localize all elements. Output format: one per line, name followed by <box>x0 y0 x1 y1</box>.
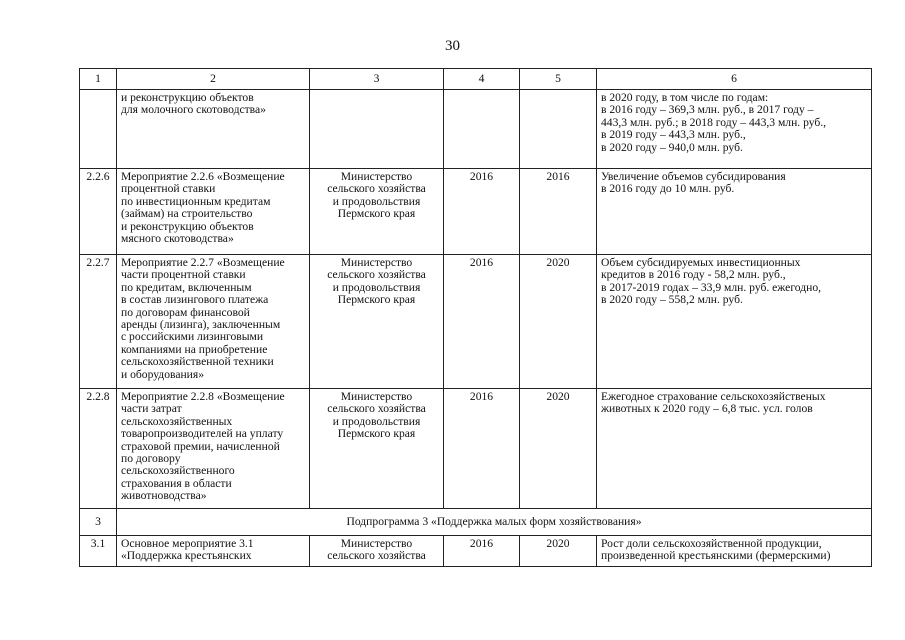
responsible-line: и продовольствия <box>332 280 421 294</box>
measure-name-line: «Поддержка крестьянских <box>121 549 252 563</box>
table-row <box>80 536 872 567</box>
measure-name-line: Мероприятие 2.2.8 «Возмещение <box>121 390 285 403</box>
table-row <box>80 169 872 255</box>
measure-name-line: сельскохозяйственных <box>121 414 233 428</box>
result-line: Объем субсидируемых инвестиционных <box>601 256 801 269</box>
measure-name <box>117 169 310 255</box>
responsible-line: Министерство <box>340 537 413 550</box>
result-line: 443,3 млн. руб.; в 2018 году – 443,3 млн. руб., <box>601 115 827 129</box>
measure-name-line: процентной ставки <box>121 182 216 196</box>
result-line: в 2020 году – 558,2 млн. руб. <box>601 293 743 307</box>
result-line: Увеличение объемов субсидирования <box>601 170 786 183</box>
result-line: произведенной крестьянскими (фермерскими) <box>601 549 831 563</box>
table-row <box>80 255 872 389</box>
responsible-line: сельского хозяйства <box>327 182 426 196</box>
end-year: 2020 <box>520 255 597 389</box>
responsible-line: Министерство <box>340 256 413 269</box>
table-header-row <box>80 69 872 90</box>
measure-name <box>117 255 310 389</box>
measure-name-line: части затрат <box>121 402 182 416</box>
program-measures-table <box>79 68 872 567</box>
measure-name-line: Мероприятие 2.2.7 «Возмещение <box>121 256 285 269</box>
measure-name-line: по договорам финансовой <box>121 305 250 319</box>
row-number: 2.2.6 <box>80 169 117 255</box>
subprogram-row <box>80 509 872 536</box>
responsible-line: сельского хозяйства <box>327 402 426 416</box>
result-line: кредитов в 2016 году - 58,2 млн. руб., <box>601 268 786 282</box>
result-line: в 2016 году – 369,3 млн. руб., в 2017 году – <box>601 103 814 117</box>
start-year: 2016 <box>444 169 520 255</box>
row-number: 2.2.7 <box>80 255 117 389</box>
responsible-executor <box>310 389 444 509</box>
measure-name-line: сельскохозяйственной техники <box>121 355 274 369</box>
result-line: Ежегодное страхование сельскохозяйственых <box>601 390 826 403</box>
expected-result <box>597 536 872 567</box>
measure-name-line: и реконструкцию объектов <box>121 91 254 104</box>
start-year: 2016 <box>444 389 520 509</box>
column-header: 3 <box>310 69 444 90</box>
responsible-line: и продовольствия <box>332 194 421 208</box>
measure-name-line: компаниями на приобретение <box>121 342 268 356</box>
table-row <box>80 90 872 169</box>
measure-name-line: и реконструкцию объектов <box>121 219 254 233</box>
result-line: в 2019 году – 443,3 млн. руб., <box>601 128 746 142</box>
result-line: в 2020 году – 940,0 млн. руб. <box>601 140 743 154</box>
column-header: 2 <box>117 69 310 90</box>
measure-name-line: для молочного скотоводства» <box>121 103 266 117</box>
expected-result <box>597 90 872 169</box>
measure-name-line: страховой премии, начисленной <box>121 439 280 453</box>
measure-name-line: сельскохозяйственного <box>121 464 235 478</box>
responsible-line: Министерство <box>340 170 413 183</box>
measure-name <box>117 389 310 509</box>
responsible-line: Пермского края <box>337 293 416 307</box>
result-line: в 2020 году, в том числе по годам: <box>601 91 769 104</box>
responsible-line: Пермского края <box>337 207 416 221</box>
responsible-line: и продовольствия <box>332 414 421 428</box>
responsible-executor <box>310 90 444 169</box>
measure-name <box>117 90 310 169</box>
end-year: 2020 <box>520 389 597 509</box>
table-row <box>80 389 872 509</box>
result-line: в 2016 году до 10 млн. руб. <box>601 182 735 196</box>
row-number: 3 <box>80 509 117 536</box>
start-year: 2016 <box>444 536 520 567</box>
measure-name-line: страхования в области <box>121 476 232 490</box>
result-line: в 2017-2019 годах – 33,9 млн. руб. ежегодно, <box>601 280 822 294</box>
end-year: 2020 <box>520 536 597 567</box>
start-year: 2016 <box>444 255 520 389</box>
result-line: Рост доли сельскохозяйственной продукции, <box>601 537 822 550</box>
column-header: 6 <box>597 69 872 90</box>
measure-name-line: товаропроизводителей на уплату <box>121 427 284 441</box>
row-number: 3.1 <box>80 536 117 567</box>
measure-name-line: аренды (лизинга), заключенным <box>121 318 281 332</box>
measure-name-line: по инвестиционным кредитам <box>121 194 271 208</box>
expected-result <box>597 255 872 389</box>
measure-name-line: по договору <box>121 452 181 466</box>
column-header: 1 <box>80 69 117 90</box>
column-header: 4 <box>444 69 520 90</box>
measure-name-line: в состав лизингового платежа <box>121 293 269 307</box>
column-header: 5 <box>520 69 597 90</box>
measure-name-line: с российскими лизинговыми <box>121 330 264 344</box>
start-year <box>444 90 520 169</box>
responsible-executor <box>310 169 444 255</box>
measure-name-line: (займам) на строительство <box>121 207 253 221</box>
measure-name-line: Основное мероприятие 3.1 <box>121 537 254 550</box>
expected-result <box>597 169 872 255</box>
end-year <box>520 90 597 169</box>
measure-name-line: Мероприятие 2.2.6 «Возмещение <box>121 170 285 183</box>
page-number: 30 <box>445 38 460 54</box>
measure-name <box>117 536 310 567</box>
measure-name-line: животноводства» <box>121 489 207 503</box>
responsible-executor <box>310 536 444 567</box>
row-number: 2.2.8 <box>80 389 117 509</box>
measure-name-line: и оборудования» <box>121 367 205 381</box>
responsible-executor <box>310 255 444 389</box>
subprogram-title: Подпрограмма 3 «Поддержка малых форм хозяйствования» <box>117 509 872 536</box>
responsible-line: сельского хозяйства <box>327 549 426 563</box>
measure-name-line: части процентной ставки <box>121 268 246 282</box>
measure-name-line: по кредитам, включенным <box>121 280 252 294</box>
responsible-line: Пермского края <box>337 427 416 441</box>
row-number <box>80 90 117 169</box>
result-line: животных к 2020 году – 6,8 тыс. усл. голов <box>601 402 813 416</box>
responsible-line: сельского хозяйства <box>327 268 426 282</box>
measure-name-line: мясного скотоводства» <box>121 232 234 246</box>
expected-result <box>597 389 872 509</box>
end-year: 2016 <box>520 169 597 255</box>
responsible-line: Министерство <box>340 390 413 403</box>
